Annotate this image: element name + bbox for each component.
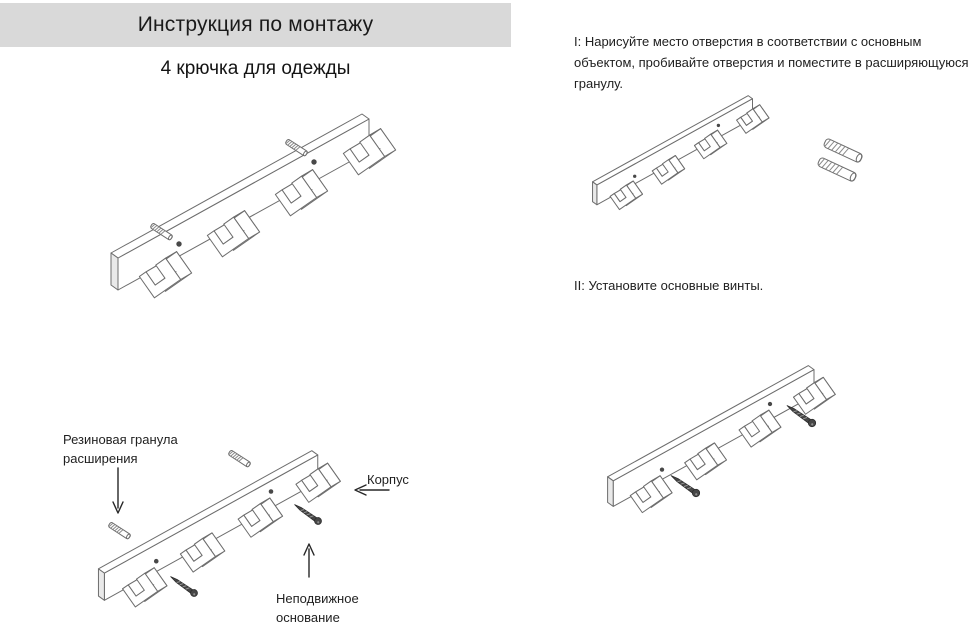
label-expansion-granule: Резиновая гранула расширения bbox=[63, 432, 178, 466]
page-title: Инструкция по монтажу bbox=[137, 13, 374, 36]
step-1-text: I: Нарисуйте место отверстия в соответствии с основным объектом, пробивайте отверстия и поместите в расширяющуюся гранулу. bbox=[574, 34, 969, 91]
wall-anchor-icon bbox=[228, 450, 251, 468]
hook-rack-icon bbox=[608, 366, 836, 513]
step-2-text: II: Установите основные винты. bbox=[574, 278, 764, 293]
arrow-down-icon bbox=[113, 468, 123, 513]
hook-rack-icon bbox=[593, 96, 769, 210]
diagram-step1-anchors bbox=[576, 86, 876, 226]
diagram-assembled-rack bbox=[88, 86, 460, 326]
wall-anchor-icon bbox=[823, 138, 863, 163]
diagram-step2-screws bbox=[586, 338, 896, 538]
hook-rack-icon bbox=[98, 451, 340, 607]
wall-anchor-icon bbox=[817, 157, 857, 182]
header-bar bbox=[0, 3, 511, 47]
hook-rack-icon bbox=[111, 114, 396, 298]
arrow-up-icon bbox=[304, 544, 314, 577]
screw-icon bbox=[169, 574, 199, 598]
wall-anchor-icon bbox=[108, 522, 131, 540]
label-body: Корпус bbox=[367, 472, 409, 487]
page-subtitle: 4 крючка для одежды bbox=[160, 58, 351, 79]
label-fixed-base: Неподвижное основание bbox=[276, 591, 359, 625]
screw-icon bbox=[293, 502, 323, 526]
